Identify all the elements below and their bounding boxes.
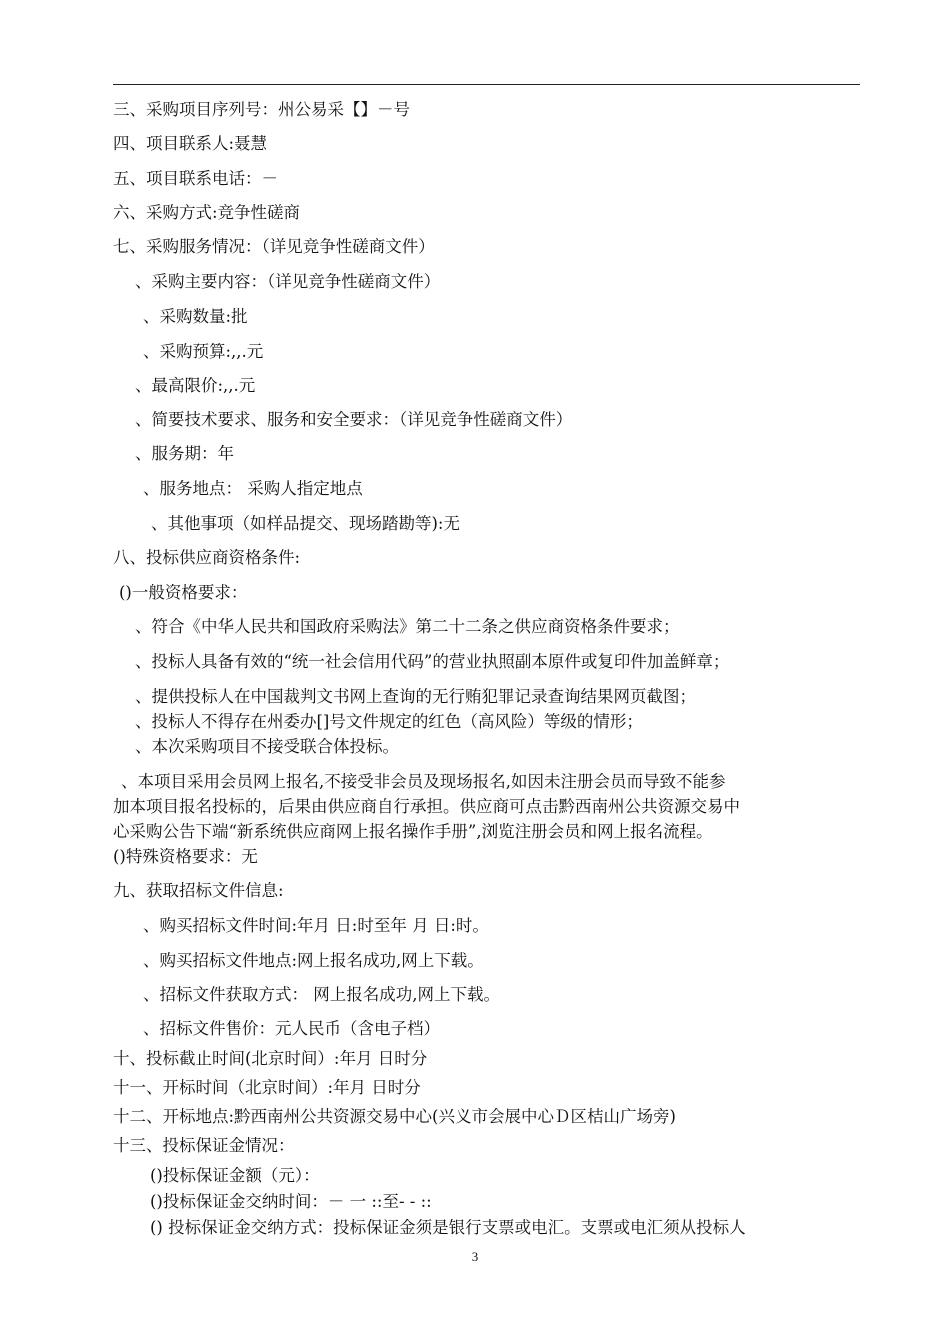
item-bid-opening-time: 十一、开标时间（北京时间）:年月 日时分: [113, 1078, 421, 1097]
sub-service-location: 、服务地点： 采购人指定地点: [143, 479, 363, 498]
sub-max-price: 、最高限价:,,.元: [135, 376, 256, 395]
header-rule: [113, 84, 860, 85]
item-service-overview: 七、采购服务情况：（详见竞争性磋商文件）: [113, 237, 435, 256]
item-tender-documents: 九、获取招标文件信息:: [113, 881, 284, 900]
registration-note-line-3: 心采购公告下端“新系统供应商网上报名操作手册”,浏览注册会员和网上报名流程。: [113, 822, 713, 841]
item-bid-bond: 十三、投标保证金情况：: [113, 1136, 295, 1155]
item-qualifications: 八、投标供应商资格条件:: [113, 548, 301, 567]
sub-main-content: 、采购主要内容：（详见竞争性磋商文件）: [135, 272, 441, 291]
sub-service-period: 、服务期：年: [135, 444, 234, 463]
qual-no-bribery-record: 、提供投标人在中国裁判文书网上查询的无行贿犯罪记录查询结果网页截图；: [135, 687, 696, 706]
special-qualifications: ()特殊资格要求：无: [113, 847, 258, 866]
doc-acquisition-method: 、招标文件获取方式： 网上报名成功,网上下载。: [143, 985, 500, 1004]
item-bid-deadline: 十、投标截止时间(北京时间）:年月 日时分: [113, 1049, 428, 1068]
sub-budget: 、采购预算:,,.元: [143, 342, 264, 361]
qual-no-consortium: 、本次采购项目不接受联合体投标。: [135, 737, 399, 756]
item-contact-phone: 五、项目联系电话：－: [113, 169, 278, 188]
doc-purchase-location: 、购买招标文件地点:网上报名成功,网上下载。: [143, 951, 484, 970]
qual-procurement-law: 、符合《中华人民共和国政府采购法》第二十二条之供应商资格条件要求；: [135, 617, 680, 636]
qual-business-license: 、投标人具备有效的“统一社会信用代码”的营业执照副本原件或复印件加盖鲜章；: [135, 652, 730, 671]
item-contact-person: 四、项目联系人:聂慧: [113, 134, 268, 153]
sub-other-matters: 、其他事项（如样品提交、现场踏勘等):无: [151, 514, 460, 533]
item-procurement-method: 六、采购方式:竞争性磋商: [113, 203, 301, 222]
doc-price: 、招标文件售价：元人民币（含电子档）: [143, 1019, 440, 1038]
bond-payment-time: ()投标保证金交纳时间：－ 一 ::至- - ::: [150, 1192, 432, 1211]
registration-note-line-2: 加本项目报名投标的，后果由供应商自行承担。供应商可点击黔西南州公共资源交易中: [113, 797, 740, 816]
sub-technical-requirements: 、简要技术要求、服务和安全要求：（详见竞争性磋商文件）: [135, 410, 573, 429]
item-serial-number: 三、采购项目序列号：州公易采【】－号: [113, 100, 410, 119]
item-bid-opening-location: 十二、开标地点:黔西南州公共资源交易中心(兴义市会展中心Ｄ区桔山广场旁): [113, 1107, 676, 1126]
bond-payment-method: () 投标保证金交纳方式：投标保证金须是银行支票或电汇。支票或电汇须从投标人: [150, 1218, 746, 1237]
page-number: 3: [471, 1249, 479, 1264]
sub-quantity: 、采购数量:批: [143, 307, 248, 326]
doc-purchase-time: 、购买招标文件时间:年月 日:时至年 月 日:时。: [143, 916, 489, 935]
qual-risk-level: 、投标人不得存在州委办[]号文件规定的红色（高风险）等级的情形；: [135, 712, 643, 731]
registration-note-line-1: 、本项目采用会员网上报名,不接受非会员及现场报名,如因未注册会员而导致不能参: [121, 772, 726, 791]
general-qualifications: ()一般资格要求：: [119, 583, 248, 602]
bond-amount: ()投标保证金额（元）：: [150, 1166, 320, 1185]
